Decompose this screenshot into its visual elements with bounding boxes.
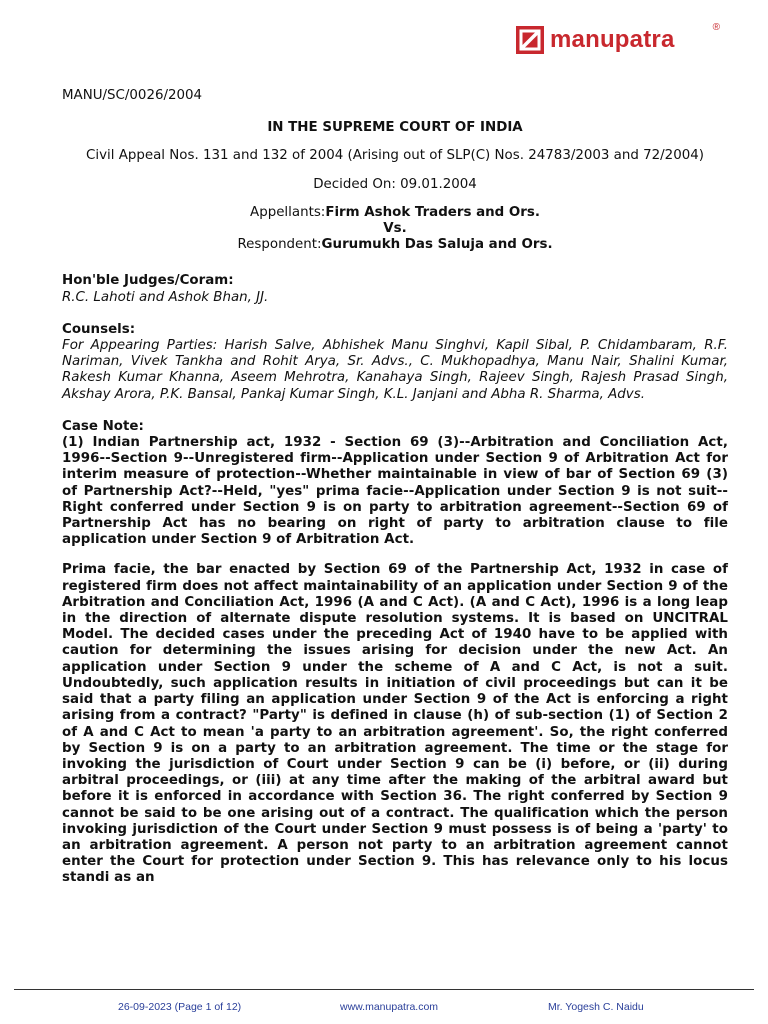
appellants-label: Appellants: [250, 204, 326, 220]
judgment-document [62, 88, 728, 887]
body-paragraph: Prima facie, the bar enacted by Section 69 of the Partnership Act, 1932 in case of registered firm does not affect maintainability of an application under Section 9 of the Arbitration and Conciliation Act, 1996 (A and C Act). (A and C Act), 1996 is a long leap in the direction of alternate dispute resolution systems. It is based on UNCITRAL Model. The decided cases under the preceding Act of 1940 have to be applied with caution for determining the issues arising for decision under the new Act. An application under Section 9 under the scheme of A and C Act, is not a suit. Undoubtedly, such application results in initiation of civil proceedings but can it be said that a party filing an application under Section 9 of the Act is enforcing a right arising from a contract? "Party" is defined in clause (h) of sub-section (1) of Section 2 of A and C Act to mean 'a party to an arbitration agreement'. So, the right conferred by Section 9 is on a party to an arbitration agreement. The time or the stage for invoking the jurisdiction of Court under Section 9 can be (i) before, or (ii) during arbitral proceedings, or (iii) at any time after the making of the arbitral award but before it is enforced in accordance with Section 36. The right conferred by Section 9 cannot be said to be one arising out of a contract. The qualification which the person invoking jurisdiction of the Court under Section 9 must possess is of being a 'party' to an arbitration agreement. A person not party to an arbitration agreement cannot enter the Court for protection under Section 9. This has relevance only to his locus standi as an [62, 562, 728, 886]
decided-date: Decided On: 09.01.2004 [313, 176, 477, 192]
respondent-name: Gurumukh Das Saluja and Ors. [321, 237, 553, 253]
logo-wordmark: manupatra [550, 26, 675, 53]
footer-user: Mr. Yogesh C. Naidu [548, 1001, 644, 1013]
counsels-heading: Counsels: [62, 321, 136, 337]
counsels-text: For Appearing Parties: Harish Salve, Abhishek Manu Singhvi, Kapil Sibal, P. Chidambaram, R.F. Nariman, Vivek Tankha and Rohit Arya, Sr. Advs., C. Mukhopadhya, Manu Nair, Shalini Kumar, Rakesh Kumar Khanna, Aseem Mehrotra, Kanahaya Singh, Rajeev Singh, Rajesh Prasad Singh, Akshay Arora, P.K. Bansal, Pankaj Kumar Singh, K.L. Janjani and Abha R. Sharma, Advs. [62, 338, 728, 402]
case-note-text: (1) Indian Partnership act, 1932 - Section 69 (3)--Arbitration and Conciliation Act, 1996--Section 9--Unregistered firm--Application under Section 9 of Arbitration Act for interim measure of protection--Whether maintainable in view of bar of Section 69 (3) of Partnership Act?--Held, "yes" prima facie--Application under Section 9 is not suit--Right conferred under Section 9 is on party to arbitration agreement--Section 69 of Partnership Act has no bearing on right of party to arbitration clause to file application under Section 9 of Arbitration Act. [62, 435, 728, 548]
appellants-line [62, 205, 728, 221]
manupatra-logo-icon [516, 26, 544, 54]
footer-date-page: 26-09-2023 (Page 1 of 12) [118, 1001, 242, 1013]
appeal-numbers: Civil Appeal Nos. 131 and 132 of 2004 (Arising out of SLP(C) Nos. 24783/2003 and 72/2004) [86, 148, 704, 164]
judges-heading: Hon'ble Judges/Coram: [62, 273, 234, 289]
judges: R.C. Lahoti and Ashok Bhan, JJ. [62, 289, 269, 305]
registered-mark: ® [712, 22, 720, 33]
versus: Vs. [383, 221, 407, 237]
respondent-line [62, 237, 728, 253]
citation: MANU/SC/0026/2004 [62, 88, 203, 103]
footer-divider [14, 989, 754, 990]
respondent-label: Respondent: [237, 237, 322, 253]
appellants-name: Firm Ashok Traders and Ors. [325, 204, 540, 220]
footer-website-link[interactable]: www.manupatra.com [340, 1001, 439, 1013]
parties-block [62, 205, 728, 254]
case-note-heading: Case Note: [62, 418, 144, 434]
court-title: IN THE SUPREME COURT OF INDIA [267, 120, 523, 136]
manupatra-logo [516, 22, 720, 56]
